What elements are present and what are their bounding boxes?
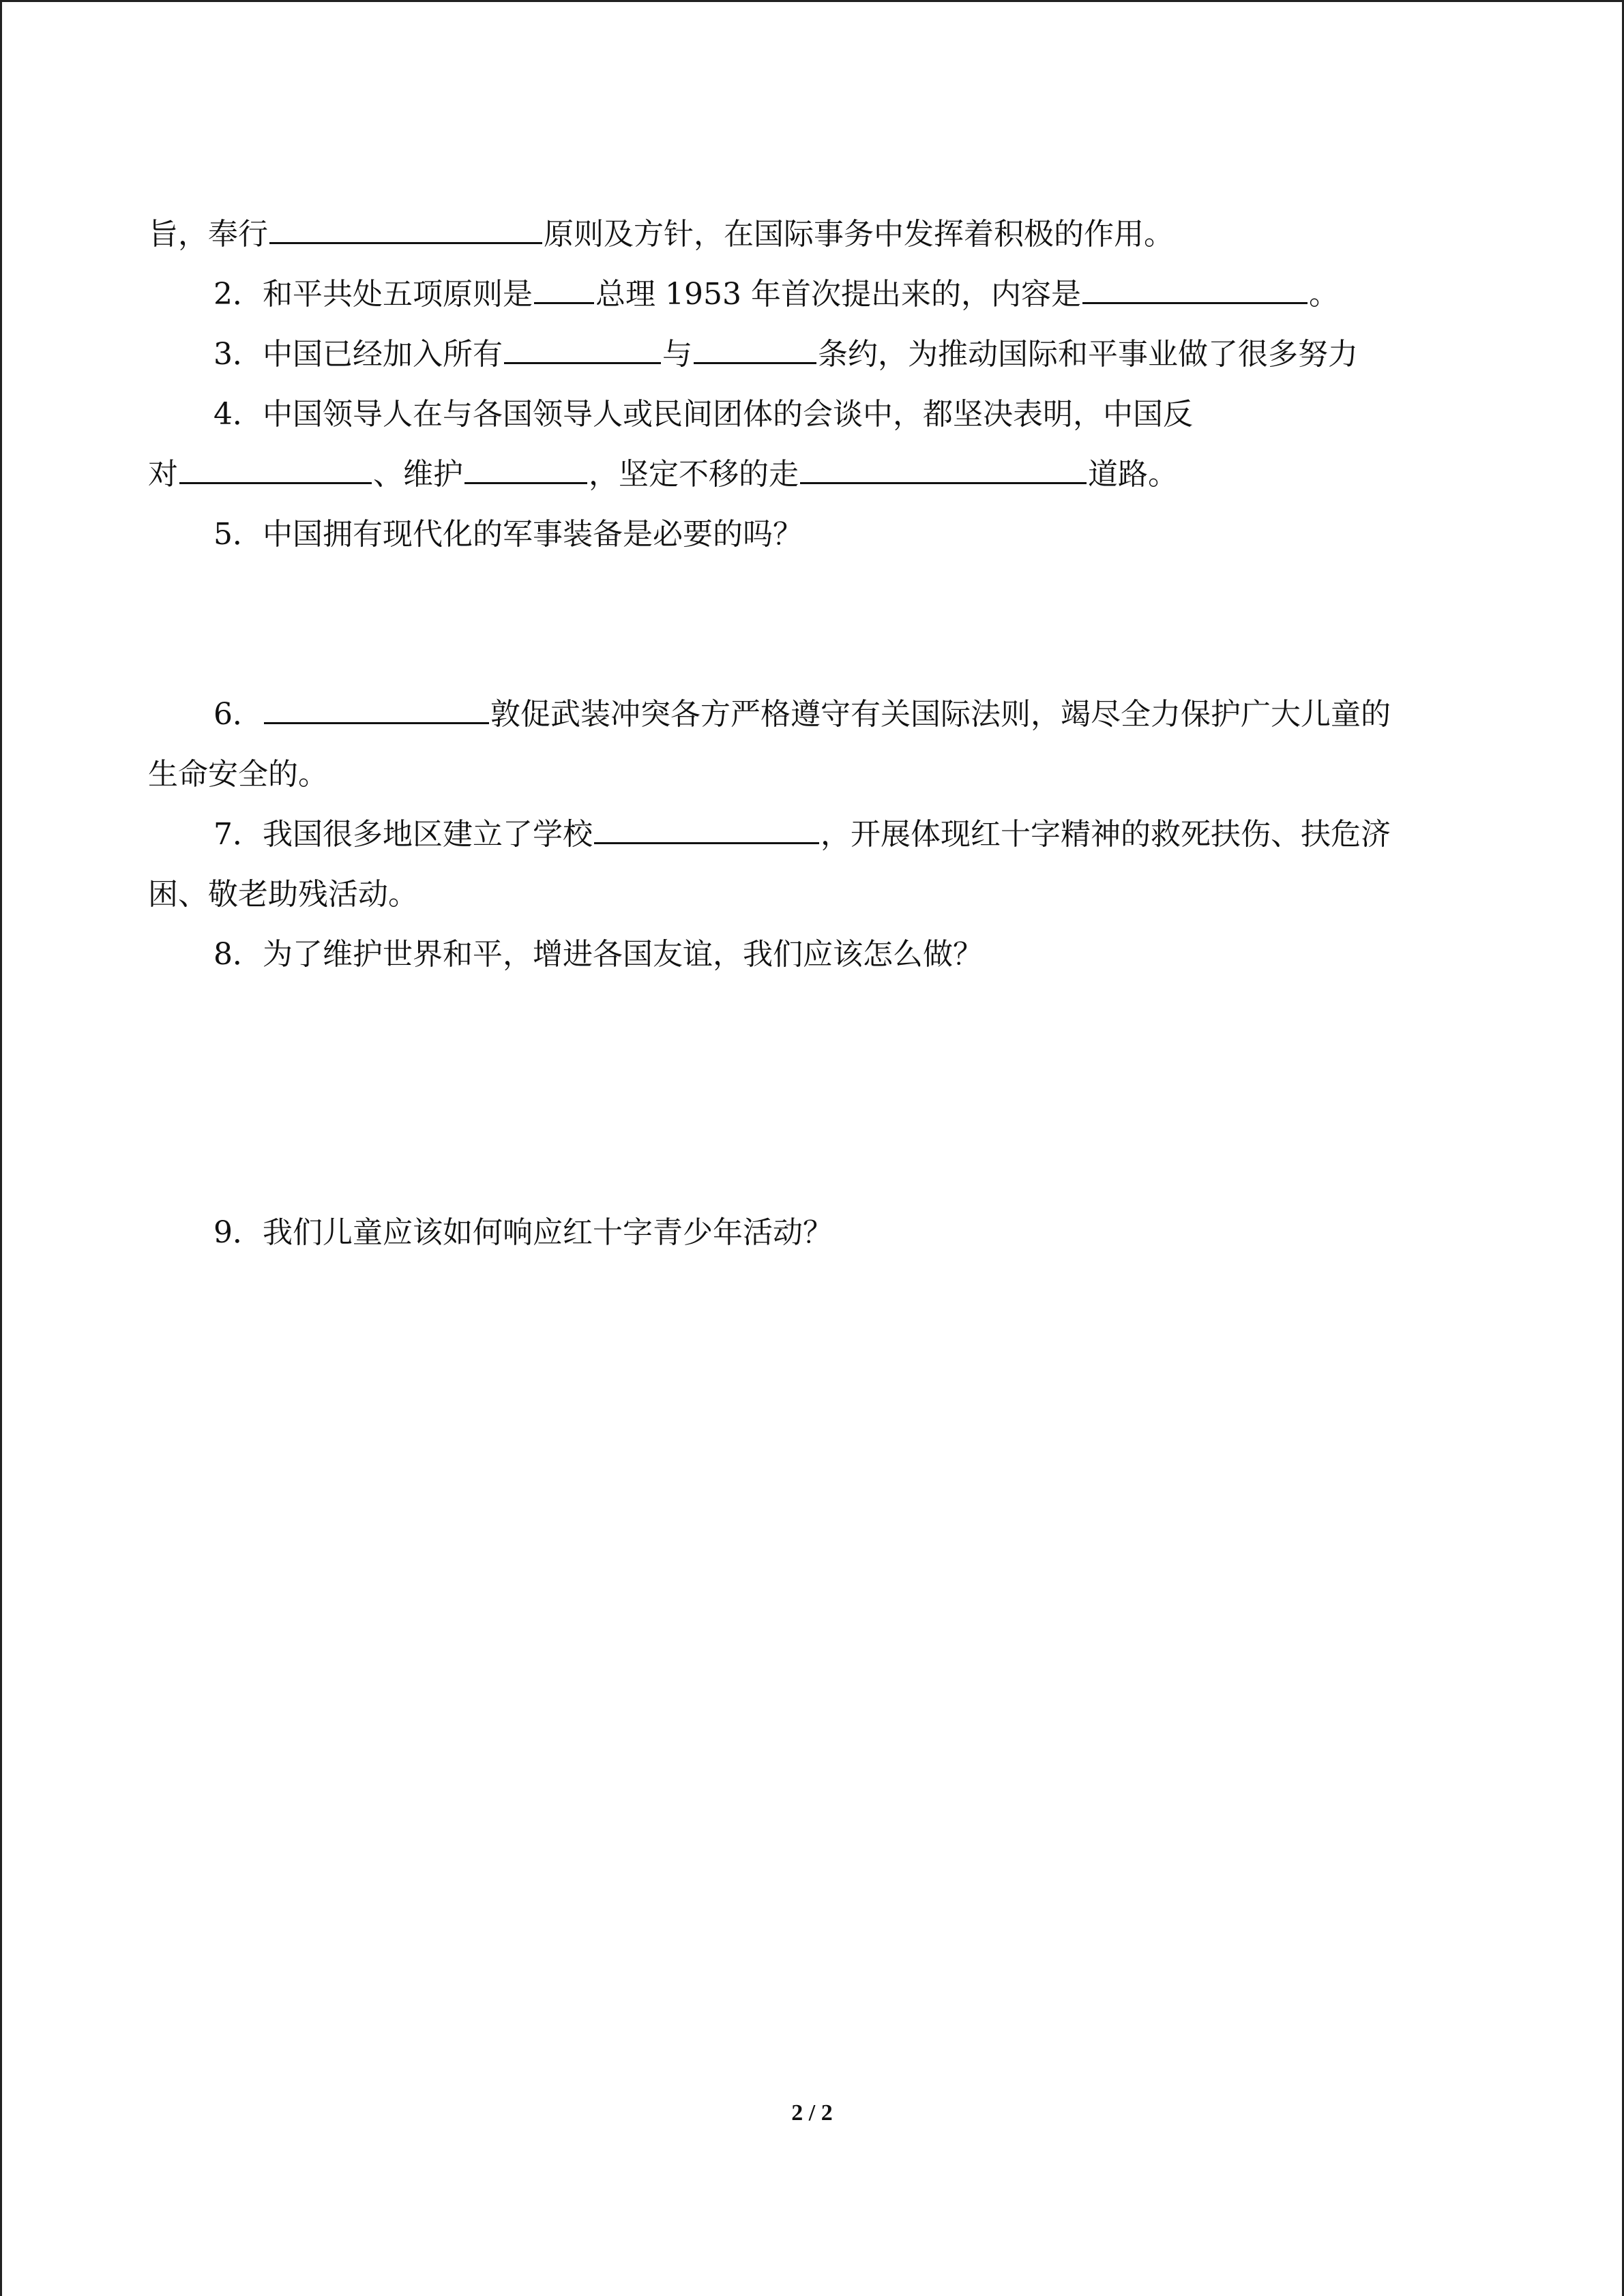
question-6-continued <box>148 745 1478 805</box>
fill-blank[interactable] <box>800 448 1087 484</box>
line-1 <box>148 205 1478 265</box>
text: 道路。 <box>1088 457 1178 492</box>
answer-space[interactable] <box>148 985 1478 1203</box>
text: 对 <box>148 457 178 492</box>
text: 5．中国拥有现代化的军事装备是必要的吗？ <box>213 517 803 552</box>
fill-blank[interactable] <box>464 448 587 484</box>
text: 6． <box>213 697 263 732</box>
question-2 <box>148 265 1478 325</box>
text: 。 <box>1308 277 1339 312</box>
text: 、维护 <box>373 457 463 492</box>
page-number: 2 / 2 <box>791 2100 833 2126</box>
text: 敦促武装冲突各方严格遵守有关国际法则，竭尽全力保护广大儿童的 <box>490 697 1391 732</box>
fill-blank[interactable] <box>1082 268 1308 304</box>
text: 2．和平共处五项原则是 <box>213 277 533 312</box>
text: 9．我们儿童应该如何响应红十字青少年活动？ <box>213 1215 833 1250</box>
text: 3．中国已经加入所有 <box>213 337 503 372</box>
question-7 <box>148 805 1478 865</box>
text: ，开展体现红十字精神的救死扶伤、扶危济 <box>821 817 1391 852</box>
question-8 <box>148 925 1478 985</box>
fill-blank[interactable] <box>264 688 489 724</box>
text: ，坚定不移的走 <box>589 457 799 492</box>
question-4 <box>148 385 1478 445</box>
fill-blank[interactable] <box>694 328 816 364</box>
fill-blank[interactable] <box>269 208 542 244</box>
question-4-continued <box>148 445 1478 505</box>
fill-blank[interactable] <box>504 328 661 364</box>
text: 与 <box>662 337 692 372</box>
text: 条约，为推动国际和平事业做了很多努力 <box>818 337 1358 372</box>
question-6 <box>148 685 1478 745</box>
question-3 <box>148 325 1478 385</box>
text: 生命安全的。 <box>148 757 328 792</box>
question-7-continued <box>148 865 1478 925</box>
text: 7．我国很多地区建立了学校 <box>213 817 593 852</box>
text: 8．为了维护世界和平，增进各国友谊，我们应该怎么做？ <box>213 937 983 972</box>
text: 旨，奉行 <box>148 217 268 252</box>
text: 困、敬老助残活动。 <box>148 877 418 912</box>
fill-blank[interactable] <box>534 268 594 304</box>
fill-blank[interactable] <box>594 808 819 844</box>
question-5 <box>148 505 1478 565</box>
document-body <box>148 205 1478 1263</box>
question-9 <box>148 1203 1478 1263</box>
text: 总理 1953 年首次提出来的，内容是 <box>595 277 1081 312</box>
text: 原则及方针，在国际事务中发挥着积极的作用。 <box>544 217 1174 252</box>
text: 4．中国领导人在与各国领导人或民间团体的会谈中，都坚决表明，中国反 <box>213 397 1193 432</box>
fill-blank[interactable] <box>179 448 372 484</box>
answer-space[interactable] <box>148 565 1478 685</box>
